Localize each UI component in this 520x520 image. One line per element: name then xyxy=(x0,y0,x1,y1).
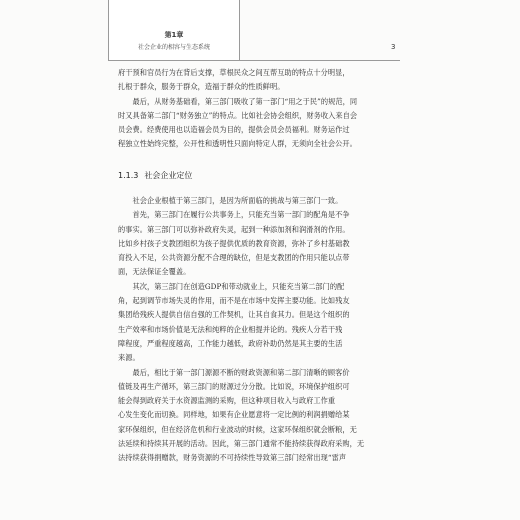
text-line: 法延续和持续其开展的活动。因此，第三部门通常不能持续获得政府采购，无 xyxy=(118,439,365,449)
chapter-header-tab xyxy=(108,0,240,61)
header-divider xyxy=(108,60,400,61)
text-line: 能会得到政府关于水资源监测的采购，但这种项目收入与政府工作重 xyxy=(118,396,336,406)
text-line: 育投入不足，公共资源分配不合理的缺位，但是支教团的作用只能以点带 xyxy=(118,253,350,263)
text-line: 来源。 xyxy=(118,353,140,363)
section-number: 1.1.3 xyxy=(118,171,139,180)
text-line: 最后，相比于第一部门源源不断的财政资源和第二部门清晰的顾客价 xyxy=(118,367,350,377)
text-block-intro xyxy=(118,66,400,152)
text-line: 角，起到调节市场失灵的作用，而不是在市场中发挥主要功能。比如残友 xyxy=(118,296,350,306)
text-line: 障程度，严重程度越高，工作能力越低，政府补助仍然是其主要的生活 xyxy=(118,338,343,348)
text-line: 集团给残疾人提供自信自强的工作契机，让其自食其力。但是这个组织的 xyxy=(118,310,350,320)
text-line: 比如乡村孩子支教团组织为孩子提供优质的教育资源，弥补了乡村基础教 xyxy=(118,238,350,248)
text-line: 程独立性始终完整，公开性和透明性只面向特定人群，无须向全社会公开。 xyxy=(118,139,357,149)
text-line: 时又具备第二部门“财务独立”的特点。比如社会协会组织，财务收入来自会 xyxy=(118,110,358,120)
text-line: 家环保组织，但在经济危机和行业波动的时候，这家环保组织就会断粮，无 xyxy=(118,424,357,434)
text-line: 法持续获得捐赠款，财务资源的不可持续性导致第三部门经常出现“雷声 xyxy=(118,453,347,463)
page-number: 3 xyxy=(391,43,396,51)
text-line: 最后，从财务基础看，第三部门吸收了第一部门“用之于民”的规范，同 xyxy=(118,96,358,106)
text-line: 的事实。第三部门可以弥补政府失灵，起到一种添加剂和润滑剂的作用。 xyxy=(118,224,350,234)
chapter-label: 第1章 xyxy=(164,31,184,39)
text-line: 社会企业根植于第三部门，是因为所面临的挑战与第三部门一致。 xyxy=(118,196,343,205)
text-line: 首先，第三部门在履行公共事务上，只能充当第一部门的配角是不争 xyxy=(118,210,350,220)
text-line: 面，无法保证全覆盖。 xyxy=(118,267,191,277)
text-line: 扎根于群众，服务于群众，造福于群众的性质鲜明。 xyxy=(118,82,285,92)
text-line: 员会费。经费使用也以造福会员为目的，提供会员会员福利。财务运作过 xyxy=(118,125,350,135)
text-line: 心发生变化而切换。同样地，如果有企业愿意将一定比例的利润捐赠给某 xyxy=(118,410,350,420)
text-line: 值链及再生产循环，第三部门的财源过分分散。比如说，环境保护组织可 xyxy=(118,381,350,391)
text-block-main xyxy=(118,194,400,466)
chapter-title: 社会企业的相容与生态系统 xyxy=(137,44,210,51)
text-line: 其次，第三部门在创造GDP和带动就业上，只能充当第二部门的配 xyxy=(118,281,345,291)
text-line: 府干预和官员行为在背后支撑，草根民众之间互帮互助的特点十分明显， xyxy=(118,68,350,77)
section-heading xyxy=(118,170,192,181)
section-title: 社会企业定位 xyxy=(144,171,193,180)
text-line: 生产效率和市场价值是无法和纯粹的企业相提并论的。残疾人分若干残 xyxy=(118,324,343,334)
